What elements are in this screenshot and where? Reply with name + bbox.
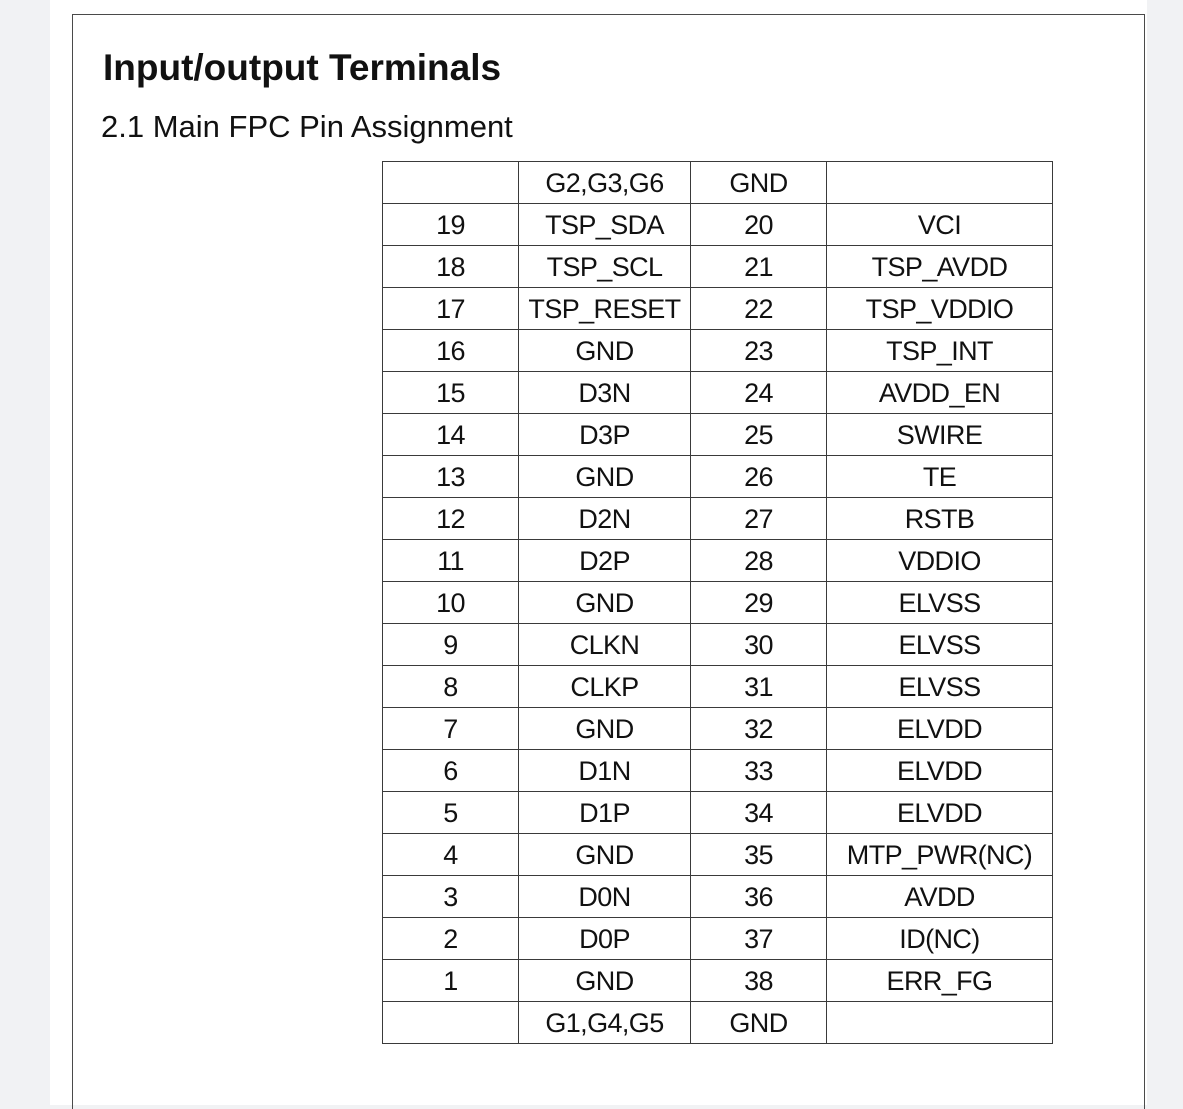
signal-left: D1P (519, 792, 691, 834)
signal-left: D0N (519, 876, 691, 918)
pin-number-right: 27 (691, 498, 827, 540)
page-title: Input/output Terminals (103, 47, 502, 88)
signal-left: D3P (519, 414, 691, 456)
pin-table-body (383, 162, 1053, 1044)
signal-right: RSTB (827, 498, 1053, 540)
pin-number-right: 24 (691, 372, 827, 414)
pin-number-left: 6 (383, 750, 519, 792)
signal-left: GND (519, 960, 691, 1002)
table-row (383, 414, 1053, 456)
signal-right: AVDD (827, 876, 1053, 918)
pin-number-right: 26 (691, 456, 827, 498)
pin-assignment-table (382, 161, 1053, 1044)
table-row (383, 624, 1053, 666)
table-row (383, 246, 1053, 288)
pin-number-right: 38 (691, 960, 827, 1002)
section-heading: 2.1 Main FPC Pin Assignment (101, 109, 513, 144)
pin-number-left: 11 (383, 540, 519, 582)
signal-left: D2P (519, 540, 691, 582)
pin-number-left: 8 (383, 666, 519, 708)
signal-right: AVDD_EN (827, 372, 1053, 414)
pin-number-left: 2 (383, 918, 519, 960)
pin-number-right: 33 (691, 750, 827, 792)
signal-right: TSP_VDDIO (827, 288, 1053, 330)
signal-left: TSP_SCL (519, 246, 691, 288)
signal-right: SWIRE (827, 414, 1053, 456)
signal-right: ELVSS (827, 666, 1053, 708)
pin-number-left: 16 (383, 330, 519, 372)
table-row (383, 792, 1053, 834)
table-row (383, 288, 1053, 330)
pin-number-right: 31 (691, 666, 827, 708)
pin-number-left: 1 (383, 960, 519, 1002)
signal-right: ELVDD (827, 708, 1053, 750)
signal-right: ERR_FG (827, 960, 1053, 1002)
table-row (383, 204, 1053, 246)
pin-number-right: 30 (691, 624, 827, 666)
signal-left: GND (519, 330, 691, 372)
table-row (383, 708, 1053, 750)
pin-number-left: 18 (383, 246, 519, 288)
table-row (383, 750, 1053, 792)
table-row (383, 666, 1053, 708)
signal-left: D0P (519, 918, 691, 960)
table-row (383, 372, 1053, 414)
pin-number-left: 4 (383, 834, 519, 876)
signal-left: D1N (519, 750, 691, 792)
table-row (383, 834, 1053, 876)
signal-right: MTP_PWR(NC) (827, 834, 1053, 876)
pin-number-right: 36 (691, 876, 827, 918)
signal-right: ELVSS (827, 624, 1053, 666)
signal-left: CLKN (519, 624, 691, 666)
table-row (383, 876, 1053, 918)
pin-number-right: 34 (691, 792, 827, 834)
signal-right: ELVDD (827, 750, 1053, 792)
pin-number-left (383, 162, 519, 204)
table-row (383, 540, 1053, 582)
signal-right: TSP_INT (827, 330, 1053, 372)
signal-right: ELVSS (827, 582, 1053, 624)
pin-number-right: 28 (691, 540, 827, 582)
table-row (383, 162, 1053, 204)
table-row (383, 918, 1053, 960)
table-row (383, 1002, 1053, 1044)
table-row (383, 498, 1053, 540)
signal-left: G1,G4,G5 (519, 1002, 691, 1044)
signal-right: VCI (827, 204, 1053, 246)
pin-number-right: GND (691, 1002, 827, 1044)
pin-number-left: 10 (383, 582, 519, 624)
signal-left: CLKP (519, 666, 691, 708)
pin-number-left (383, 1002, 519, 1044)
signal-right: TSP_AVDD (827, 246, 1053, 288)
signal-right (827, 162, 1053, 204)
signal-left: GND (519, 582, 691, 624)
table-row (383, 330, 1053, 372)
pin-number-left: 5 (383, 792, 519, 834)
signal-right: ID(NC) (827, 918, 1053, 960)
pin-number-left: 17 (383, 288, 519, 330)
pin-number-left: 3 (383, 876, 519, 918)
pin-number-left: 7 (383, 708, 519, 750)
signal-right: TE (827, 456, 1053, 498)
pin-number-right: 25 (691, 414, 827, 456)
pin-number-right: 35 (691, 834, 827, 876)
signal-left: G2,G3,G6 (519, 162, 691, 204)
pin-number-right: 32 (691, 708, 827, 750)
signal-left: D2N (519, 498, 691, 540)
table-row (383, 960, 1053, 1002)
pin-number-left: 15 (383, 372, 519, 414)
pin-number-left: 14 (383, 414, 519, 456)
signal-left: GND (519, 456, 691, 498)
pin-number-left: 19 (383, 204, 519, 246)
pin-number-right: 23 (691, 330, 827, 372)
pin-number-right: 29 (691, 582, 827, 624)
pin-number-right: 22 (691, 288, 827, 330)
pin-number-left: 12 (383, 498, 519, 540)
signal-left: GND (519, 708, 691, 750)
pin-number-left: 13 (383, 456, 519, 498)
pin-number-right: 21 (691, 246, 827, 288)
signal-left: D3N (519, 372, 691, 414)
pin-number-right: 20 (691, 204, 827, 246)
signal-left: TSP_SDA (519, 204, 691, 246)
table-row (383, 582, 1053, 624)
signal-left: TSP_RESET (519, 288, 691, 330)
signal-right: VDDIO (827, 540, 1053, 582)
pin-number-right: GND (691, 162, 827, 204)
pin-number-right: 37 (691, 918, 827, 960)
table-row (383, 456, 1053, 498)
signal-left: GND (519, 834, 691, 876)
signal-right (827, 1002, 1053, 1044)
signal-right: ELVDD (827, 792, 1053, 834)
pin-number-left: 9 (383, 624, 519, 666)
